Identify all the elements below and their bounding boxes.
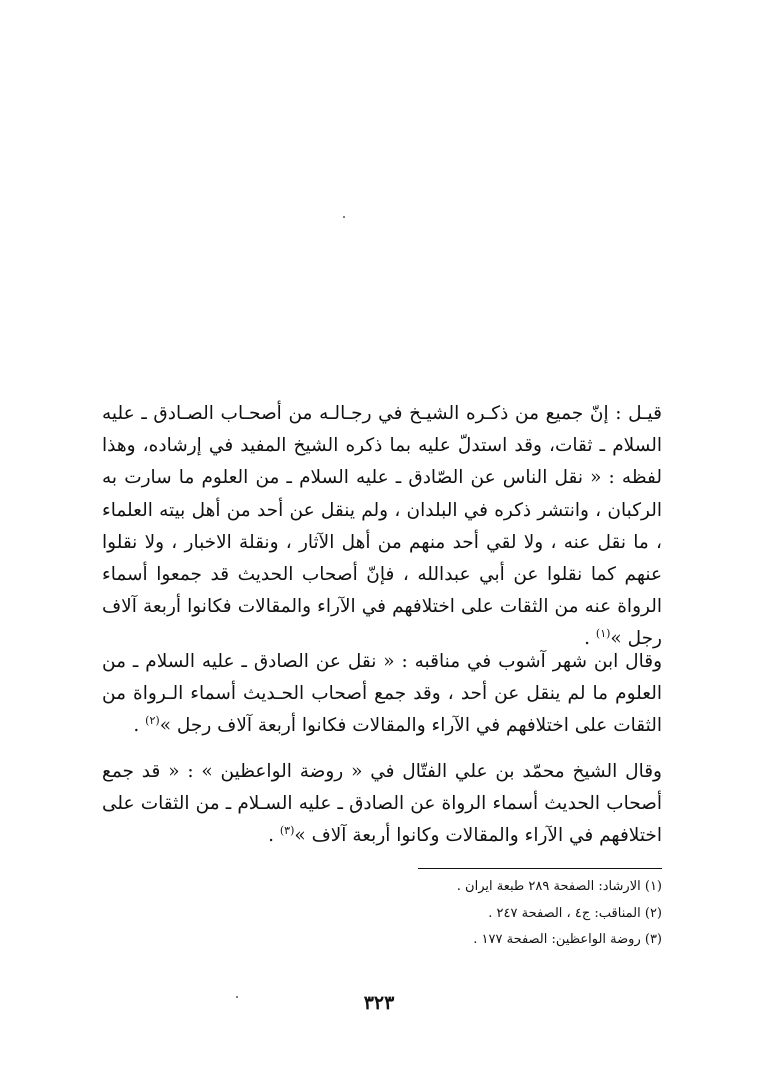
- paragraph-1-text: قيـل : إنّ جميع من ذكـره الشيـخ في رجـالـه من أصحـاب الصـادق ـ عليه السلام ـ ثقات، وقد استدلّ عليه بما ذكره الشيخ المفيد في إرشاده، وهذا لفظه : « نقل الناس عن الصّادق ـ عليه السلام ـ من العلوم ما سارت به الركبان ، وانتشر ذكره في البلدان ، ولم ينقل عن أحد من أهل بيته العلماء ، ما نقل عنه ، ولا لقي أحد منهم من أهل الآثار ، ونقلة الاخبار ، ولا نقلوا عنهم كما نقلوا عن أبي عبدالله ، فإنّ أصحاب الحديث قد جمعوا أسماء الرواة عنه من الثقات على اختلافهم في الآراء والمقالات فكانوا أربعة آلاف رجل »: [102, 403, 662, 650]
- footnote-ref-3: (٣): [279, 824, 295, 838]
- paragraph-1: [102, 398, 662, 656]
- paragraph-3-text: وقال الشيخ محمّد بن علي الفتّال في « روضة الواعظين » : « قد جمع أصحاب الحديث أسماء الرواة عن الصادق ـ عليه السـلام ـ من الثقات على اختلافهم في الآراء والمقالات وكانوا أربعة آلاف »: [102, 761, 662, 847]
- paragraph-3-tail: .: [268, 825, 280, 847]
- paragraph-2-tail: .: [133, 715, 146, 737]
- footnote-divider: [418, 868, 662, 869]
- footnote-2: (٢) المناقب: ج٤ ، الصفحة ٢٤٧ .: [488, 905, 662, 921]
- paragraph-2-text: وقال ابن شهر آشوب في مناقبه : « نقل عن الصادق ـ عليه السلام ـ من العلوم ما لم ينقل عن أحد ، وقد جمع أصحاب الحـديث أسماء الـرواة من الثقات على اختلافهم في الآراء والمقالات فكانوا أربعة آلاف رجل »: [102, 651, 662, 737]
- paragraph-1-tail: .: [584, 628, 596, 650]
- page-number: ٣٢٣: [363, 992, 395, 1014]
- footnote-3: (٣) روضة الواعظين: الصفحة ١٧٧ .: [473, 932, 662, 947]
- paragraph-2: [102, 646, 662, 743]
- footnote-ref-2: (٢): [145, 714, 160, 728]
- footnote-ref-1: (١): [595, 627, 611, 641]
- footnotes: [300, 874, 662, 954]
- footnote-1: (١) الارشاد: الصفحة ٢٨٩ طبعة ايران .: [456, 879, 662, 894]
- scan-speck: [236, 996, 238, 998]
- paragraph-3: [102, 756, 662, 853]
- scan-speck: [343, 216, 345, 218]
